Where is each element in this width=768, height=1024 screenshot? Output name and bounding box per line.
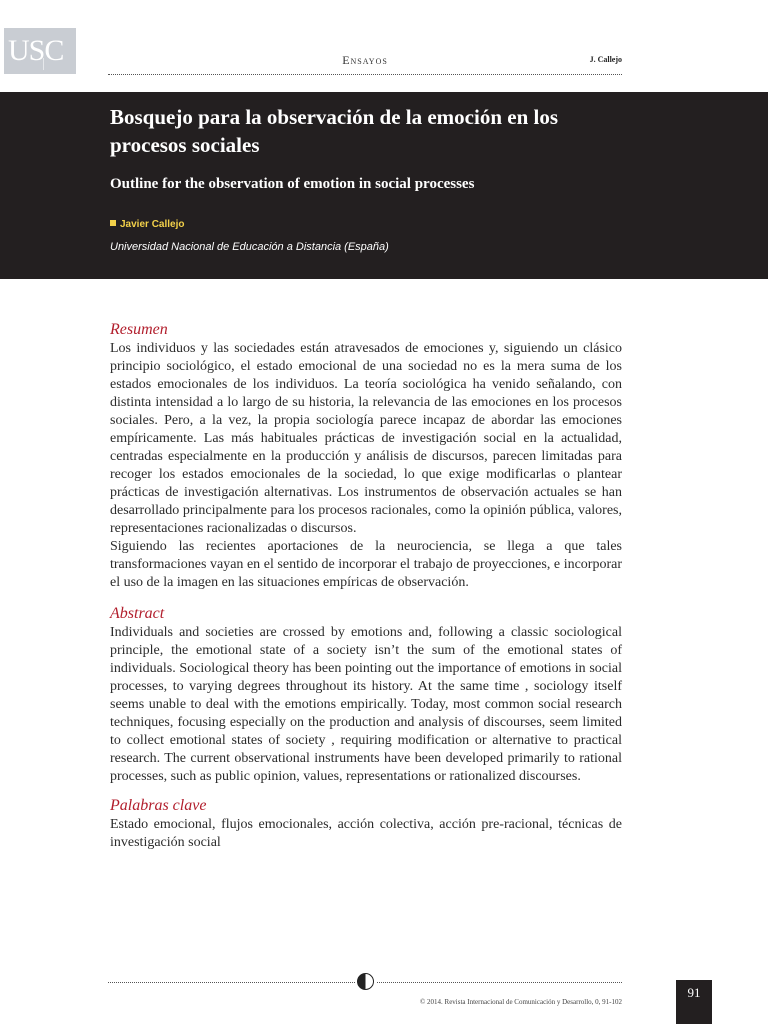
- running-author: J. Callejo: [589, 55, 622, 64]
- title-band: [0, 92, 768, 279]
- page-number-box: [676, 980, 712, 1024]
- resumen-paragraph-1: Los individuos y las sociedades están atravesados de emociones y, siguiendo un clásico principio sociológico, el estado emocional de una sociedad no es la mera suma de los estados emocionales de los individuos. La teoría sociológica ha venido señalando, con distinta intensidad a lo largo de su historia, la relevancia de las emociones en los procesos sociales. Pero, a la vez, la propia sociología parece incapaz de abordar las emociones empíricamente. Las más habituales prácticas de investigación social en la actualidad, centradas especialmente en la producción y análisis de discursos, parecen limitadas para recoger los estados emocionales de la sociedad, lo que exige modificarlas o plantear prácticas de investigación alternativas. Los instrumentos de observación actuales se han desarrollado principalmente para los procesos racionales, como la opinión pública, valores, representaciones racionalizadas o discursos.: [110, 341, 622, 536]
- footer-divider-left: [108, 982, 355, 983]
- resumen-heading: Resumen: [110, 321, 168, 338]
- article-title-es: Bosquejo para la observación de la emoción en los procesos sociales: [110, 105, 559, 157]
- resumen-paragraph-2: Siguiendo las recientes aportaciones de la neurociencia, se llega a que tales transformaciones vayan en el sentido de incorporar el trabajo de proyecciones, e incorporar el uso de la imagen en las situaciones empíricas de observación.: [110, 539, 622, 590]
- author: [110, 219, 184, 230]
- author-name: Javier Callejo: [120, 219, 185, 230]
- bullet-square-icon: [110, 220, 116, 226]
- keywords-heading: Palabras clave: [110, 797, 207, 814]
- footer-divider-right: [377, 982, 622, 983]
- section-name: Ensayos: [342, 53, 388, 67]
- university-logo: [4, 28, 76, 74]
- keywords-text: Estado emocional, flujos emocionales, acción colectiva, acción pre-racional, técnicas de investigación social: [110, 817, 622, 850]
- logo-text: USC: [8, 34, 64, 67]
- article-body: [110, 320, 622, 852]
- logo-mark: [43, 58, 72, 70]
- page-number: 91: [687, 985, 701, 1000]
- half-circle-icon: [357, 973, 374, 990]
- copyright-notice: © 2014. Revista Internacional de Comunicación y Desarrollo, 0, 91-102: [419, 998, 622, 1006]
- author-affiliation: Universidad Nacional de Educación a Distancia (España): [110, 241, 389, 253]
- running-head: [108, 52, 622, 75]
- abstract-paragraph: Individuals and societies are crossed by emotions and, following a classic sociological principle, the emotional state of a society isn’t the sum of the emotional states of individuals. Sociological theory has been pointing out the importance of emotions in social processes, to varying degrees throughout its history. At the same time , sociology itself seems unable to deal with the emotions empirically. Today, most common social research techniques, focusing especially on the production and analysis of discourses, seem limited to collect emotional states of society , requiring modification or alternative to practical research. The current observational instruments have been developed primarily to rational processes, such as public opinion, values, representations or rationalized discourses.: [110, 625, 622, 784]
- abstract-heading: Abstract: [110, 605, 165, 622]
- article-title-en: Outline for the observation of emotion in social processes: [110, 176, 475, 192]
